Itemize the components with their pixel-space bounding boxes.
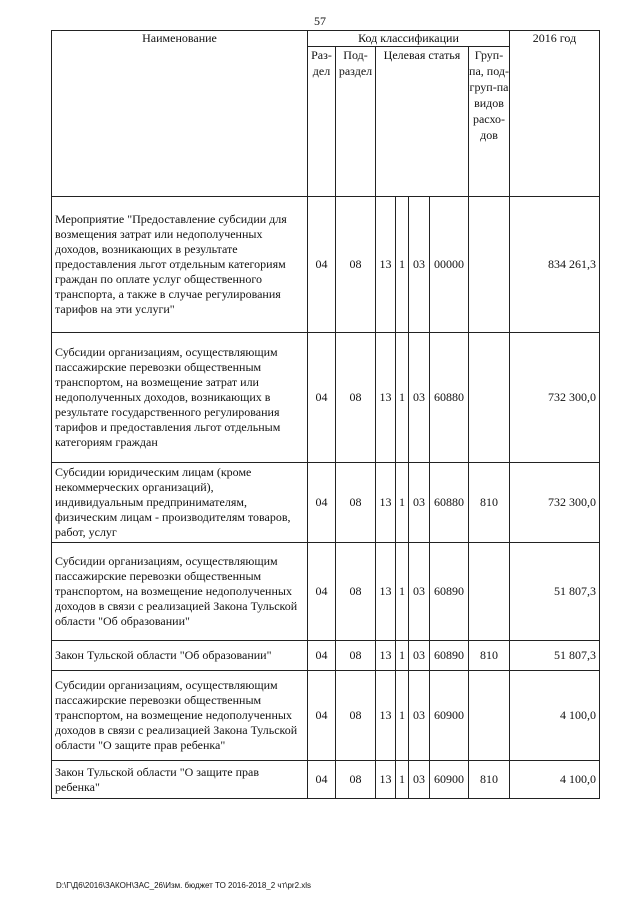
cell-cs3: 03 (409, 543, 430, 641)
cell-podrazdel: 08 (336, 671, 376, 761)
cell-cs3: 03 (409, 197, 430, 333)
cell-cs2: 1 (396, 333, 409, 463)
cell-name: Мероприятие "Предоставление субсидии для возмещения затрат или недополученных доходов, возникающих в результате предоставления льгот отдельным категориям граждан по оплате услуг общественного транспорта, а также в случае регулирования тарифов на эти услуги" (52, 197, 308, 333)
page-number: 57 (314, 14, 326, 28)
cell-cs1: 13 (376, 543, 396, 641)
header-section: Раз-дел (308, 47, 336, 197)
cell-cs2: 1 (396, 543, 409, 641)
cell-name: Субсидии юридическим лицам (кроме некоммерческих организаций), индивидуальным предпринимателям, физическим лицам - производителям товаров, работ, услуг (52, 463, 308, 543)
cell-razdel: 04 (308, 761, 336, 799)
cell-name: Субсидии организациям, осуществляющим пассажирские перевозки общественным транспортом, на возмещение затрат или недополученных доходов, возникающих в результате государственного регулирования тарифов и предоставления льгот отдельным категориям граждан (52, 333, 308, 463)
cell-cs4: 60880 (430, 333, 469, 463)
cell-amount: 834 261,3 (510, 197, 600, 333)
header-subsection: Под-раздел (336, 47, 376, 197)
cell-podrazdel: 08 (336, 543, 376, 641)
cell-amount: 732 300,0 (510, 463, 600, 543)
cell-razdel: 04 (308, 641, 336, 671)
cell-podrazdel: 08 (336, 197, 376, 333)
cell-cs1: 13 (376, 761, 396, 799)
cell-group: 810 (469, 463, 510, 543)
cell-cs1: 13 (376, 333, 396, 463)
cell-group (469, 543, 510, 641)
cell-amount: 51 807,3 (510, 641, 600, 671)
cell-cs1: 13 (376, 463, 396, 543)
cell-group (469, 333, 510, 463)
cell-cs3: 03 (409, 641, 430, 671)
cell-cs4: 60900 (430, 671, 469, 761)
cell-cs2: 1 (396, 761, 409, 799)
cell-razdel: 04 (308, 671, 336, 761)
cell-name: Субсидии организациям, осуществляющим пассажирские перевозки общественным транспортом, на возмещение недополученных доходов в связи с реализацией Закона Тульской области "Об образовании" (52, 543, 308, 641)
cell-razdel: 04 (308, 333, 336, 463)
cell-cs2: 1 (396, 671, 409, 761)
cell-cs1: 13 (376, 671, 396, 761)
table-row (52, 641, 600, 671)
budget-table (51, 30, 600, 799)
cell-name: Закон Тульской области "Об образовании" (52, 641, 308, 671)
header-target-item: Целевая статья (376, 47, 469, 197)
table-body (52, 197, 600, 799)
cell-razdel: 04 (308, 197, 336, 333)
cell-cs4: 60890 (430, 543, 469, 641)
cell-name: Субсидии организациям, осуществляющим пассажирские перевозки общественным транспортом, на возмещение недополученных доходов в связи с реализацией Закона Тульской области "О защите прав ребенка" (52, 671, 308, 761)
cell-group: 810 (469, 761, 510, 799)
cell-razdel: 04 (308, 463, 336, 543)
cell-cs4: 60880 (430, 463, 469, 543)
cell-group: 810 (469, 641, 510, 671)
cell-cs3: 03 (409, 671, 430, 761)
header-year: 2016 год (510, 31, 600, 197)
cell-amount: 51 807,3 (510, 543, 600, 641)
footer-file-path: D:\Г\Д6\2016\ЗАКОН\ЗАС_26\Изм. бюджет ТО 2016-2018_2 чт\pr2.xls (56, 881, 312, 890)
header-classification: Код классификации (308, 31, 510, 47)
cell-cs2: 1 (396, 641, 409, 671)
cell-cs4: 00000 (430, 197, 469, 333)
table-row (52, 543, 600, 641)
cell-cs1: 13 (376, 197, 396, 333)
cell-cs4: 60900 (430, 761, 469, 799)
table-row (52, 197, 600, 333)
cell-cs2: 1 (396, 197, 409, 333)
cell-amount: 4 100,0 (510, 671, 600, 761)
cell-amount: 4 100,0 (510, 761, 600, 799)
cell-amount: 732 300,0 (510, 333, 600, 463)
cell-group (469, 671, 510, 761)
cell-cs4: 60890 (430, 641, 469, 671)
cell-cs3: 03 (409, 463, 430, 543)
cell-podrazdel: 08 (336, 463, 376, 543)
table-row (52, 333, 600, 463)
cell-podrazdel: 08 (336, 761, 376, 799)
header-name: Наименование (52, 31, 308, 197)
cell-cs3: 03 (409, 333, 430, 463)
table-row (52, 761, 600, 799)
cell-cs3: 03 (409, 761, 430, 799)
cell-podrazdel: 08 (336, 641, 376, 671)
cell-podrazdel: 08 (336, 333, 376, 463)
table-row (52, 671, 600, 761)
cell-name: Закон Тульской области "О защите прав ребенка" (52, 761, 308, 799)
header-group: Груп-па, под-груп-па видов расхо-дов (469, 47, 510, 197)
cell-cs2: 1 (396, 463, 409, 543)
cell-razdel: 04 (308, 543, 336, 641)
cell-group (469, 197, 510, 333)
cell-cs1: 13 (376, 641, 396, 671)
table-row (52, 463, 600, 543)
